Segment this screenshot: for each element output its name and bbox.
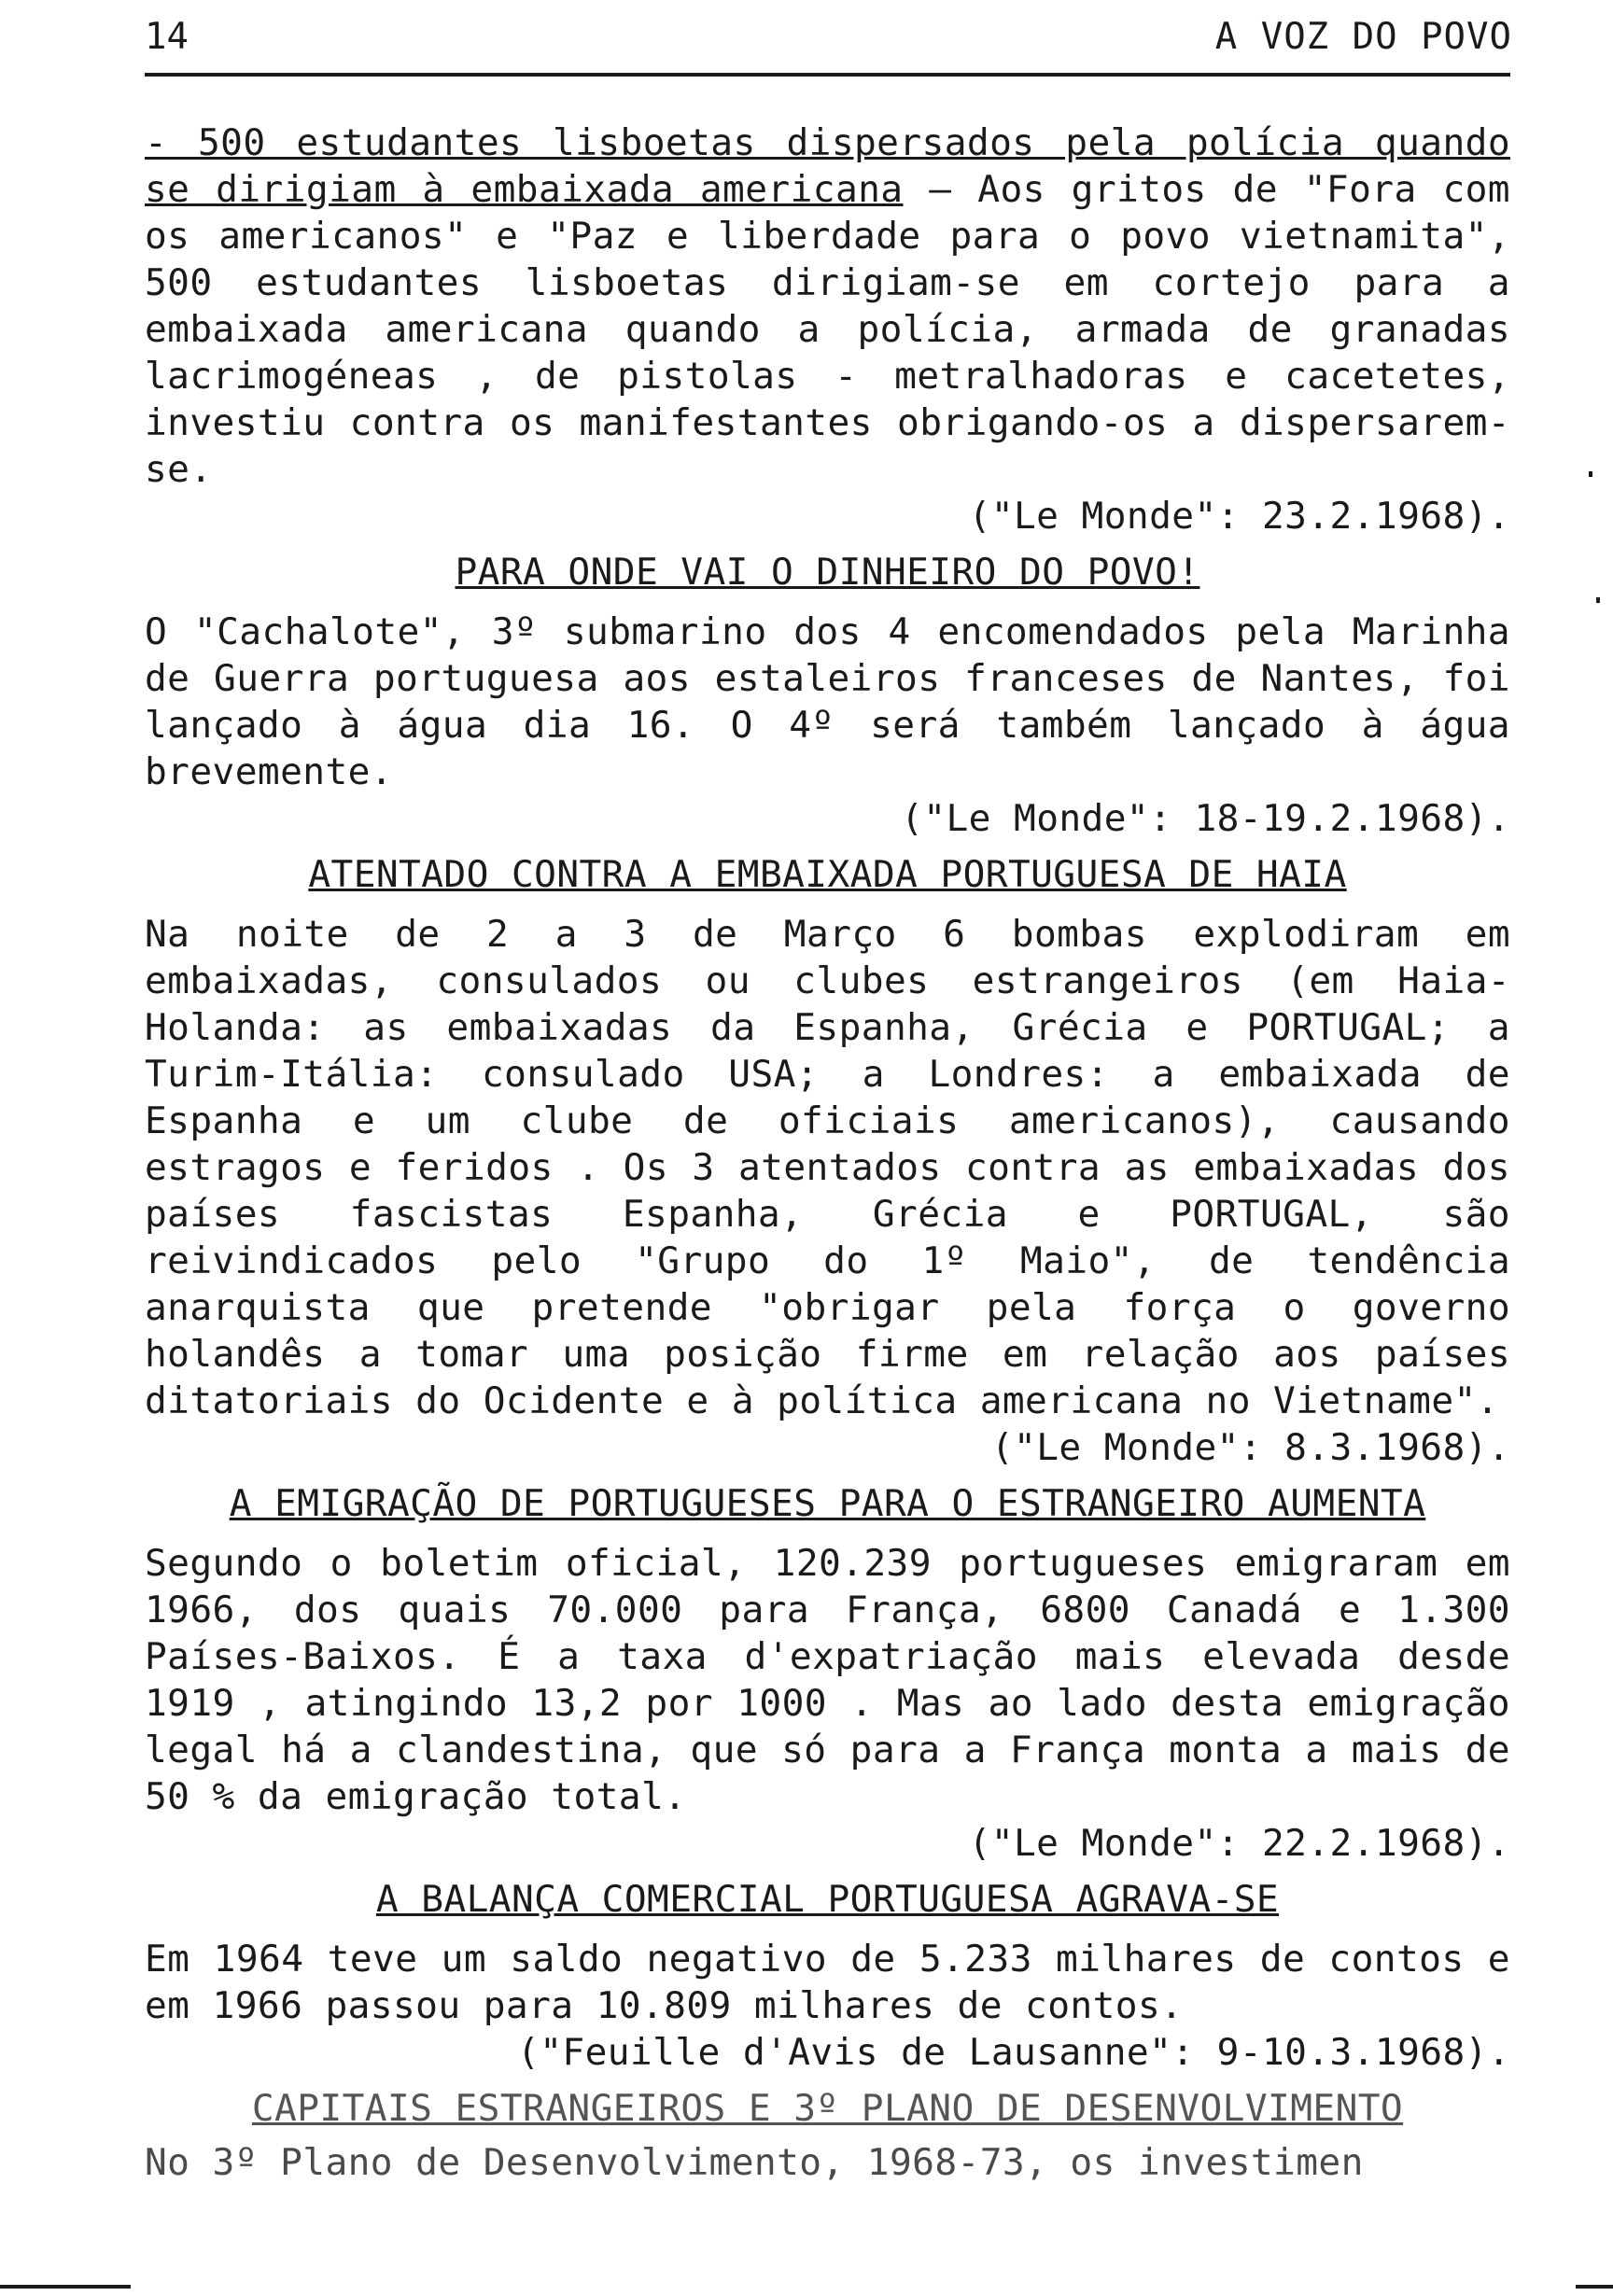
header-rule [145, 73, 1510, 77]
article-balanca-body: Em 1964 teve um saldo negativo de 5.233 milhares de contos e em 1966 passou para 10.809 milhares de contos. [145, 1938, 1510, 2027]
article-cachalote-body: O "Cachalote", 3º submarino dos 4 encomendados pela Marinha de Guerra portuguesa aos estaleiros franceses de Nantes, foi lançado à água dia 16. O 4º será também lançado à água brevemente. [145, 610, 1510, 793]
footer-rule-right [1576, 2285, 1613, 2289]
article-atentado-source: ("Le Monde": 8.3.1968). [990, 1426, 1510, 1469]
running-title: A VOZ DO POVO [1214, 16, 1512, 58]
page-header [145, 9, 1512, 65]
article-students-source: ("Le Monde": 23.2.1968). [968, 495, 1510, 538]
article-cachalote-source: ("Le Monde": 18-19.2.1968). [901, 797, 1510, 840]
article-balanca-source: ("Feuille d'Avis de Lausanne": 9-10.3.1968). [517, 2031, 1510, 2074]
heading-dinheiro-do-povo: PARA ONDE VAI O DINHEIRO DO POVO! [455, 551, 1200, 594]
margin-speck [1589, 471, 1592, 477]
heading-atentado-haia: ATENTADO CONTRA A EMBAIXADA PORTUGUESA DE HAIA [308, 853, 1347, 896]
article-students-body: — Aos gritos de "Fora com os americanos" e "Paz e liberdade para o povo vietnamita", 500 estudantes lisboetas dirigiam-se em cortejo para a embaixada americana quando a polícia, armada de granadas lacrimogéneas , de pistolas - metralhadoras e cacetetes, investiu contra os manifestantes obrigando-os a dispersarem-se. [145, 168, 1510, 491]
article-emigracao-body: Segundo o boletim oficial, 120.239 portugueses emigraram em 1966, dos quais 70.000 para França, 6800 Canadá e 1.300 Países-Baixos. É a taxa d'expatriação mais elevada desde 1919 , atingindo 13,2 por 1000 . Mas ao lado desta emigração legal há a clandestina, que só para a França monta a mais de 50 % da emigração total. [145, 1542, 1510, 1818]
heading-capitais-estrangeiros: CAPITAIS ESTRANGEIROS E 3º PLANO DE DESENVOLVIMENTO [251, 2087, 1404, 2130]
page-number: 14 [145, 16, 189, 58]
article-emigracao-source: ("Le Monde": 22.2.1968). [968, 1822, 1510, 1865]
article-atentado-body: Na noite de 2 a 3 de Março 6 bombas explodiram em embaixadas, consulados ou clubes estrangeiros (em Haia-Holanda: as embaixadas da Espanha, Grécia e PORTUGAL; a Turim-Itália: consulado USA; a Londres: a embaixada de Espanha e um clube de oficiais americanos), causando estragos e feridos . Os 3 atentados contra as embaixadas dos países fascistas Espanha, Grécia e PORTUGAL, são reivindicados pelo "Grupo do 1º Maio", de tendência anarquista que pretende "obrigar pela força o governo holandês a tomar uma posição firme em relação aos países ditatoriais do Ocidente e à política americana no Vietname". [145, 913, 1510, 1422]
heading-emigracao: A EMIGRAÇÃO DE PORTUGUESES PARA O ESTRANGEIRO AUMENTA [229, 1482, 1426, 1525]
article-column [145, 119, 1510, 2195]
article-students-lead: - 500 estudantes lisboetas dispersados pela polícia quando se dirigiam à embaixada americana [145, 121, 1510, 211]
article-students [145, 119, 1510, 493]
heading-balanca-comercial: A BALANÇA COMERCIAL PORTUGUESA AGRAVA-SE [375, 1878, 1280, 1921]
margin-speck [1596, 597, 1600, 603]
footer-rule-left [0, 2285, 131, 2289]
article-capitais-body: No 3º Plano de Desenvolvimento, 1968-73, os investimen [145, 2141, 1364, 2184]
